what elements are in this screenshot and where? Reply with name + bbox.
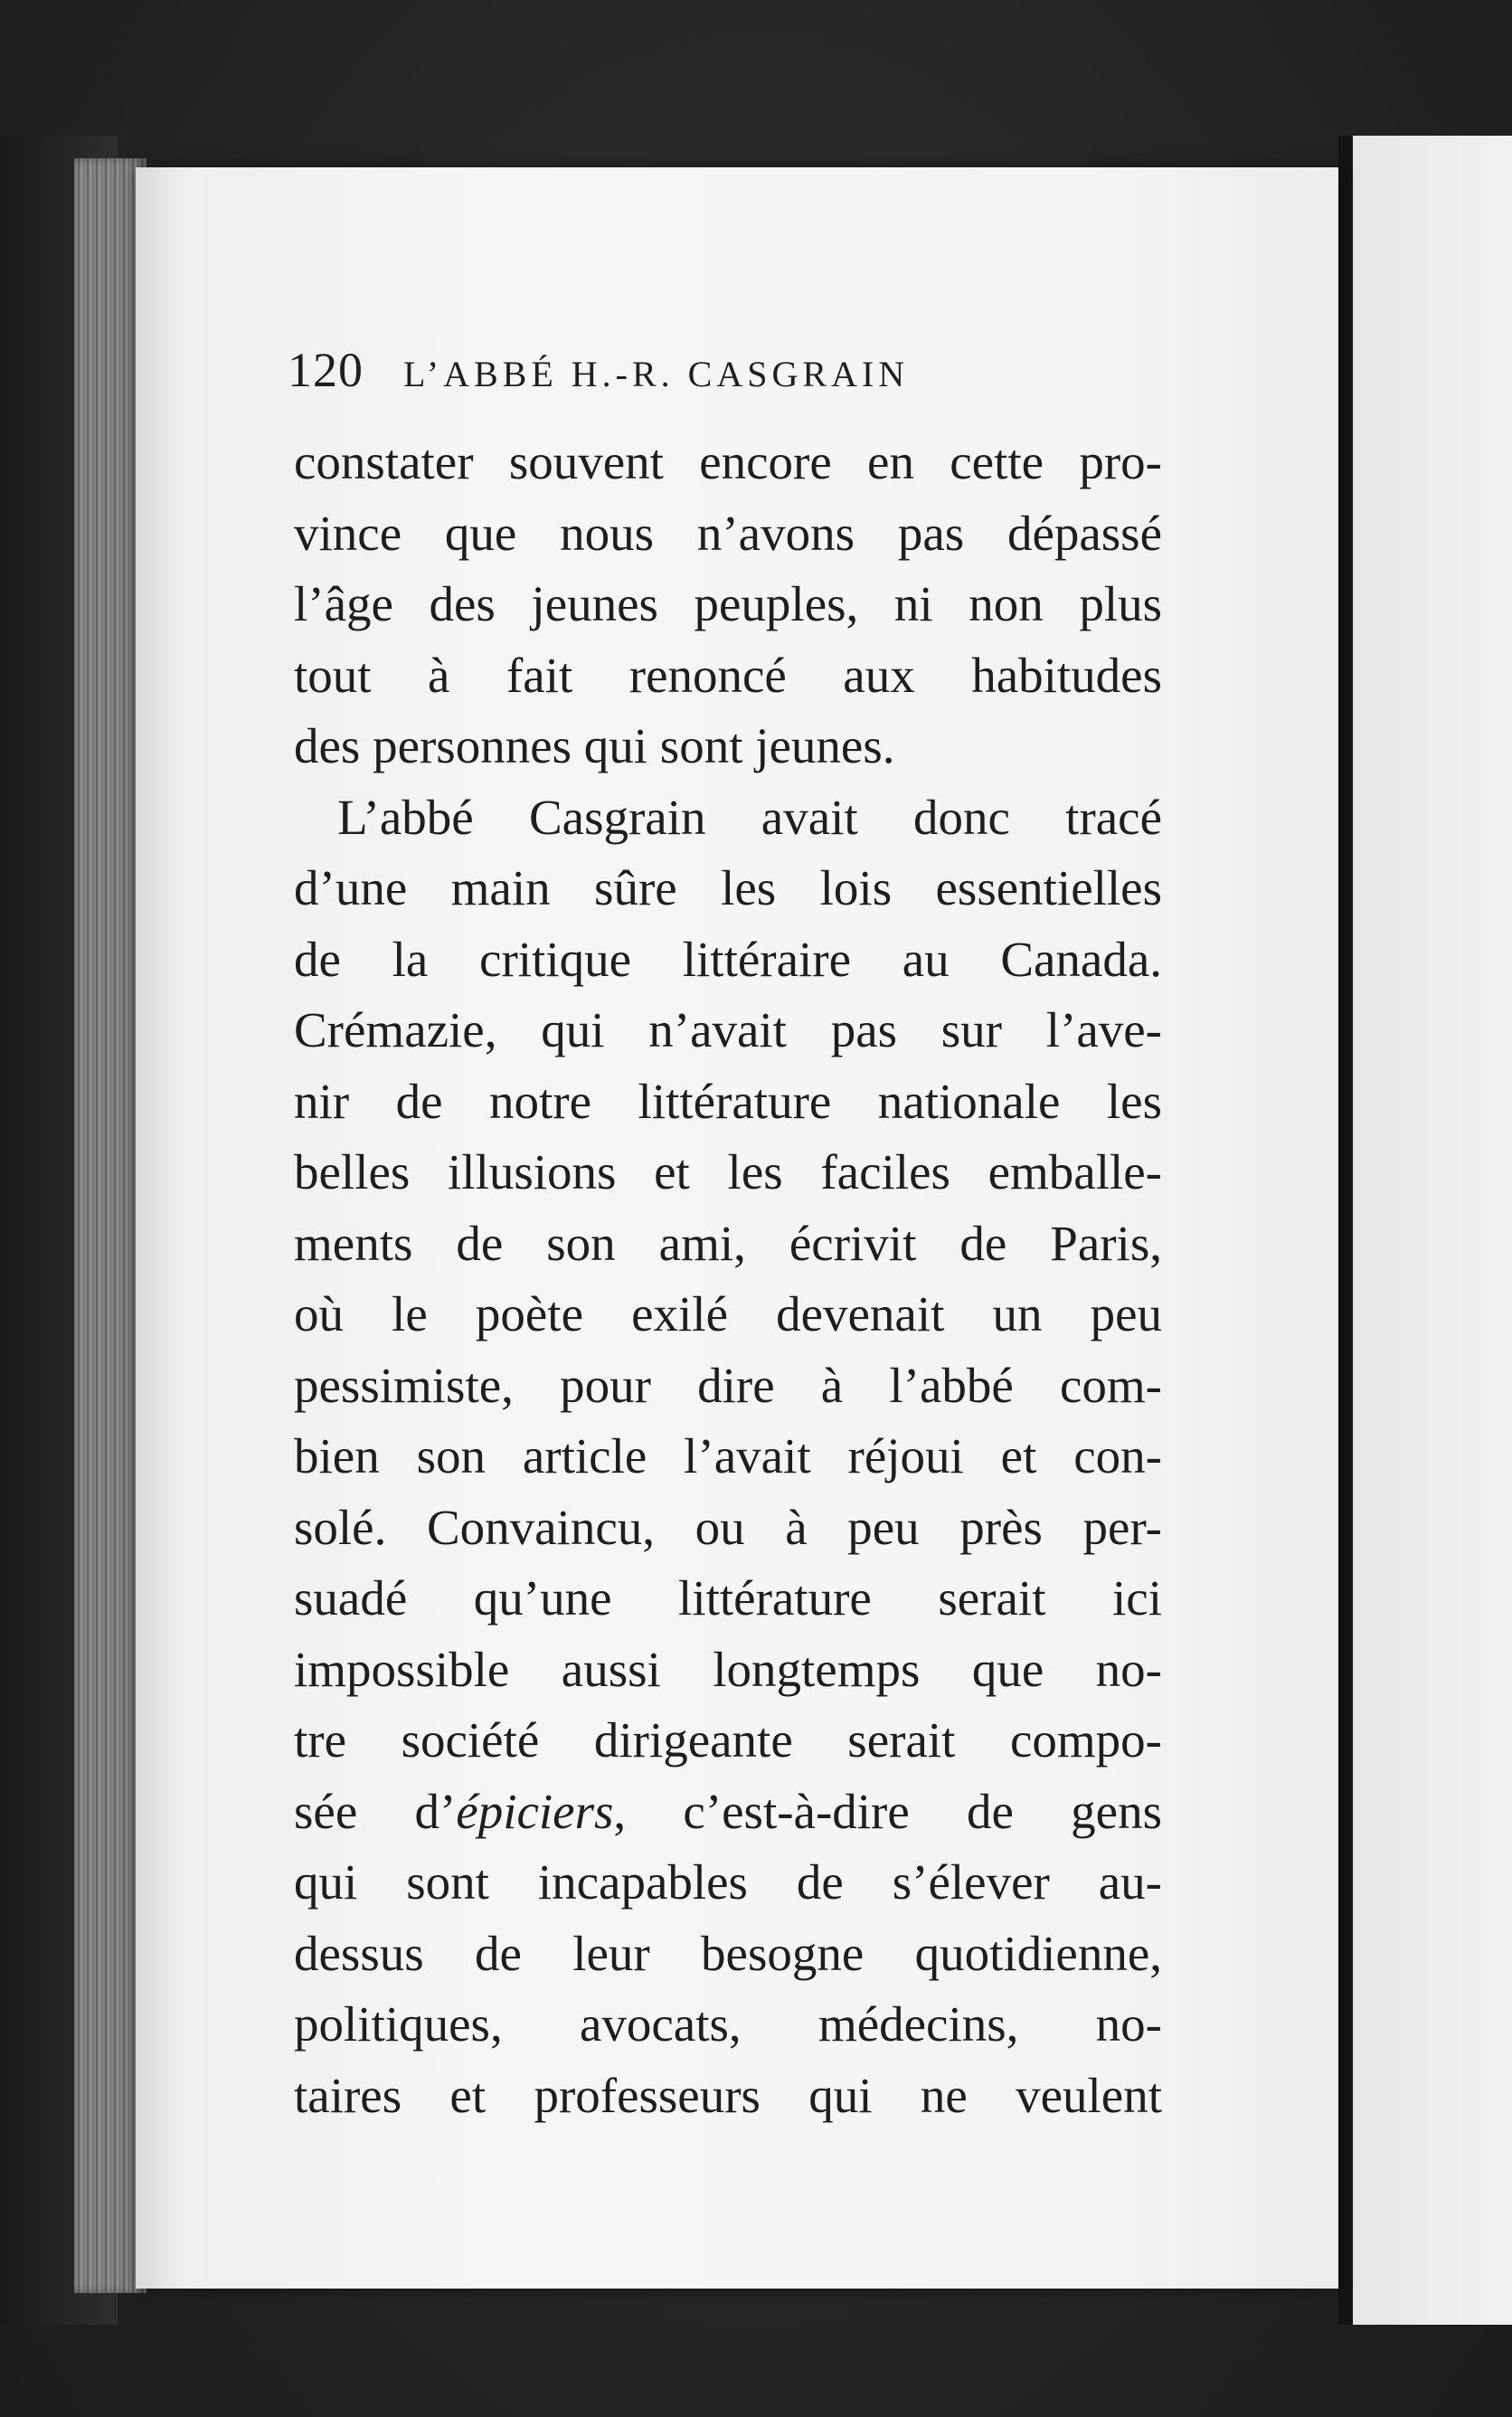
text-line: ments de son ami, écrivit de Paris,: [294, 1215, 1162, 1271]
text-line: qui sont incapables de s’élever au-: [294, 1854, 1162, 1910]
text-line: bien son article l’avait réjoui et con-: [294, 1428, 1162, 1483]
text-line: suadé qu’une littérature serait ici: [294, 1570, 1162, 1626]
text-line: L’abbé Casgrain avait donc tracé: [337, 789, 1162, 845]
text-line: impossible aussi longtemps que no-: [294, 1641, 1162, 1697]
text-line: constater souvent encore en cette pro-: [294, 434, 1162, 489]
text-line: où le poète exilé devenait un peu: [294, 1286, 1162, 1341]
text-segment: sée d’: [294, 1783, 457, 1839]
body-text: [294, 427, 1162, 2131]
book-gutter: [1338, 136, 1353, 2325]
page-header: [288, 342, 1192, 405]
running-head: L’ABBÉ H.-R. CASGRAIN: [403, 354, 910, 394]
text-line: d’une main sûre les lois essentielles: [294, 860, 1162, 915]
text-line: Crémazie, qui n’avait pas sur l’ave-: [294, 1002, 1162, 1057]
text-segment: , c’est-à-dire de gens: [613, 1783, 1162, 1839]
text-line: politiques, avocats, médecins, no-: [294, 1996, 1162, 2052]
text-line: tout à fait renoncé aux habitudes: [294, 647, 1162, 703]
text-line: des personnes qui sont jeunes.: [294, 718, 895, 773]
page-number: 120: [288, 343, 364, 397]
text-line: belles illusions et les faciles emballe-: [294, 1144, 1162, 1199]
text-line-with-italic: [294, 1777, 1162, 1848]
text-line: vince que nous n’avons pas dépassé: [294, 505, 1162, 561]
text-line: solé. Convaincu, ou à peu près per-: [294, 1499, 1162, 1555]
text-line: de la critique littéraire au Canada.: [294, 931, 1162, 987]
text-line: tre société dirigeante serait compo-: [294, 1712, 1162, 1768]
text-line: pessimiste, pour dire à l’abbé com-: [294, 1357, 1162, 1413]
text-line: l’âge des jeunes peuples, ni non plus: [294, 576, 1162, 631]
italic-word: épiciers: [456, 1783, 614, 1839]
text-line: dessus de leur besogne quotidienne,: [294, 1925, 1162, 1981]
facing-page-edge: [1353, 136, 1512, 2325]
text-line: taires et professeurs qui ne veulent: [294, 2067, 1162, 2123]
text-line: nir de notre littérature nationale les: [294, 1073, 1162, 1129]
